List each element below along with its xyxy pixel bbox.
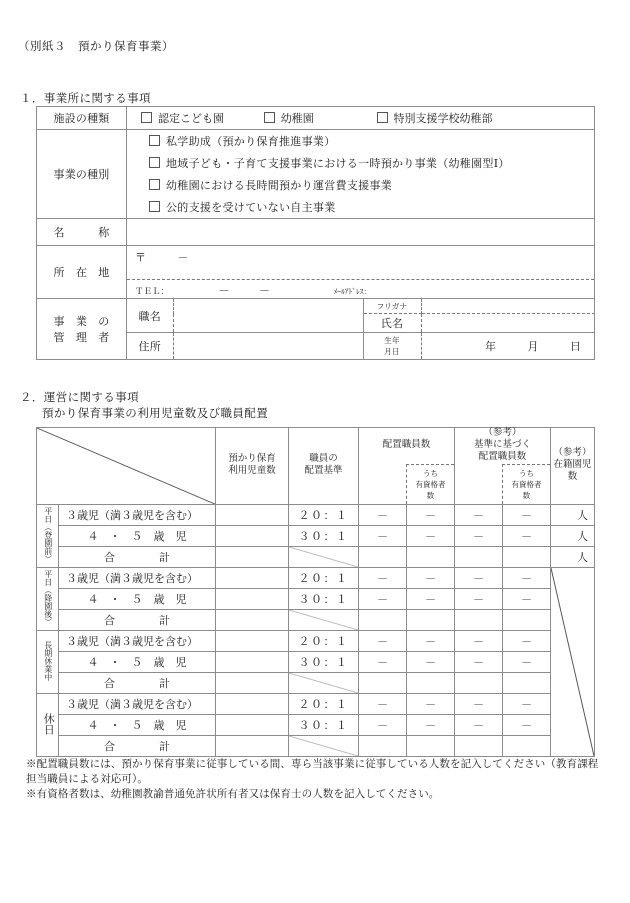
facility-type-option-0-label: 認定こども園 (158, 113, 224, 125)
assigned-staff-cell[interactable]: － (359, 715, 407, 736)
group-label-weekday-before-text: 平日（登園前） (43, 506, 53, 563)
manager-furigana-input[interactable] (421, 299, 595, 314)
ratio-cell: ３０：１ (289, 715, 359, 736)
ratio-cell: ３０：１ (289, 589, 359, 610)
assigned-staff-cell[interactable]: － (359, 526, 407, 547)
checkbox-icon[interactable] (149, 135, 160, 146)
reference-staff-cell: － (455, 715, 503, 736)
header-corner-diagonal (37, 428, 216, 505)
tel-label: ＴＥＬ： (135, 285, 170, 296)
age-label: ４ ・ ５ 歳 児 (59, 652, 216, 673)
age-label: ３歳児（満３歳児を含む） (59, 631, 216, 652)
table-row (37, 505, 595, 526)
table-row (37, 673, 595, 694)
header-reference-qualified-line2: 有資格者 (511, 479, 542, 489)
header-reference-qualified (503, 464, 551, 505)
assigned-qualified-cell[interactable] (407, 547, 455, 568)
reference-qualified-cell: － (503, 505, 551, 526)
assigned-staff-cell[interactable] (359, 673, 407, 694)
assigned-qualified-cell[interactable]: － (407, 568, 455, 589)
manager-label (37, 299, 127, 360)
ratio-cell: ２０：１ (289, 505, 359, 526)
manager-address-row (127, 333, 595, 360)
header-children-count-line1: 預かり保育 (228, 454, 276, 465)
address-field-group (127, 246, 595, 299)
header-assigned-staff-qualified-line1: うち (423, 468, 438, 478)
age-label: ３歳児（満３歳児を含む） (59, 568, 216, 589)
age-label: ４ ・ ５ 歳 児 (59, 715, 216, 736)
header-staff-standard-line2: 配置基準 (304, 466, 343, 477)
enrolled-cell[interactable]: 人 (551, 526, 595, 547)
header-staff-standard (289, 428, 359, 505)
table-row (37, 568, 595, 589)
ratio-cell: ２０：１ (289, 631, 359, 652)
ratio-cell: ３０：１ (289, 652, 359, 673)
ratio-cell-blocked (289, 547, 359, 568)
reference-staff-cell: － (455, 526, 503, 547)
business-type-option-3[interactable] (127, 196, 594, 218)
table-row-facility-type (37, 107, 595, 130)
reference-qualified-cell: － (503, 568, 551, 589)
reference-qualified-cell: － (503, 652, 551, 673)
manager-inner-table (127, 299, 595, 359)
assigned-staff-cell[interactable] (359, 736, 407, 757)
facility-type-option-0[interactable] (141, 110, 261, 126)
enrolled-cell[interactable]: 人 (551, 547, 595, 568)
children-count-cell[interactable] (216, 589, 289, 610)
table-notes (26, 757, 606, 803)
header-staff-standard-line1: 職員の (309, 454, 338, 465)
business-type-option-2-label: 幼稚園における長時間預かり運営費支援事業 (166, 180, 392, 192)
children-count-cell[interactable] (216, 526, 289, 547)
total-label: 合 計 (59, 673, 216, 694)
reference-staff-cell (455, 673, 503, 694)
assigned-qualified-cell[interactable]: － (407, 631, 455, 652)
table-row-name (37, 219, 595, 246)
table-row (37, 589, 595, 610)
business-type-option-2[interactable] (127, 174, 594, 196)
group-label-weekday-after (37, 568, 59, 631)
facility-type-option-2[interactable] (377, 110, 493, 126)
reference-qualified-cell: － (503, 694, 551, 715)
name-label: 名 称 (37, 219, 127, 246)
enrolled-cell[interactable]: 人 (551, 505, 595, 526)
checkbox-icon[interactable] (141, 112, 152, 123)
manager-birth-label-line1: 生年 (384, 336, 400, 345)
manager-name-label: 氏名 (363, 314, 421, 333)
ratio-cell-blocked (289, 673, 359, 694)
address-tel-cell[interactable] (127, 280, 594, 299)
manager-furigana-label: フリガナ (363, 299, 421, 314)
address-postal-cell[interactable] (127, 246, 594, 280)
header-assigned-staff-qualified-line3: 数 (426, 490, 435, 500)
reference-staff-cell: － (455, 694, 503, 715)
business-type-options (127, 130, 595, 219)
table-row-manager (37, 299, 595, 360)
reference-staff-cell: － (455, 568, 503, 589)
header-reference-qualified-line1: うち (519, 468, 535, 478)
reference-staff-cell: － (455, 631, 503, 652)
reference-qualified-cell (503, 547, 551, 568)
children-count-cell[interactable] (216, 652, 289, 673)
assigned-staff-cell[interactable] (359, 610, 407, 631)
children-count-cell[interactable] (216, 610, 289, 631)
children-count-cell[interactable] (216, 568, 289, 589)
postal-mark: 〒 (135, 252, 146, 264)
tel-dash-2: － (259, 284, 271, 297)
reference-staff-cell: － (455, 589, 503, 610)
manager-address-label: 住所 (127, 333, 173, 360)
facility-type-options (127, 107, 595, 130)
table-row (37, 736, 595, 757)
assigned-qualified-cell[interactable] (407, 610, 455, 631)
children-count-cell[interactable] (216, 715, 289, 736)
business-type-option-0-label: 私学助成（預かり保育推進事業） (166, 136, 336, 148)
reference-staff-cell (455, 736, 503, 757)
table-row (37, 715, 595, 736)
manager-post-input[interactable] (173, 299, 363, 333)
ratio-cell: ３０：１ (289, 526, 359, 547)
facility-type-label: 施設の種類 (37, 107, 127, 130)
birth-month-label: 月 (527, 341, 539, 353)
header-assigned-staff: 配置職員数 (359, 428, 455, 465)
reference-qualified-cell: － (503, 715, 551, 736)
table-row (37, 652, 595, 673)
business-type-label: 事業の種別 (37, 130, 127, 219)
reference-staff-cell: － (455, 652, 503, 673)
tel-dash-1: － (218, 284, 230, 297)
manager-label-line1: 事 業 の (53, 316, 110, 328)
header-enrolled-children-line1: （参考） (553, 448, 592, 459)
table-row-business-type (37, 130, 595, 219)
ratio-cell: ２０：１ (289, 694, 359, 715)
note-1: ※有資格者数は、幼稚園教諭普通免許状所有者又は保育士の人数を記入してください。 (26, 789, 440, 801)
children-count-cell[interactable] (216, 505, 289, 526)
assigned-staff-cell[interactable]: － (359, 652, 407, 673)
group-label-long-vacation (37, 631, 59, 694)
assigned-qualified-cell[interactable] (407, 736, 455, 757)
assigned-staff-cell[interactable] (359, 547, 407, 568)
age-label: ３歳児（満３歳児を含む） (59, 694, 216, 715)
business-type-option-0[interactable] (127, 130, 594, 152)
ratio-cell-blocked (289, 610, 359, 631)
assigned-qualified-cell[interactable]: － (407, 694, 455, 715)
children-count-cell[interactable] (216, 673, 289, 694)
header-assigned-staff-qualified (407, 464, 455, 505)
birth-day-label: 日 (570, 341, 581, 353)
reference-staff-cell (455, 547, 503, 568)
assigned-qualified-cell[interactable]: － (407, 526, 455, 547)
total-label: 合 計 (59, 736, 216, 757)
reference-qualified-cell: － (503, 526, 551, 547)
age-label: ４ ・ ５ 歳 児 (59, 526, 216, 547)
table-row (37, 631, 595, 652)
facility-type-option-1-label: 幼稚園 (280, 113, 314, 125)
ratio-cell-blocked (289, 736, 359, 757)
header-reference-qualified-line3: 数 (522, 490, 531, 500)
header-reference-standard (455, 428, 551, 465)
assigned-qualified-cell[interactable] (407, 673, 455, 694)
manager-label-line2: 管 理 者 (53, 332, 110, 344)
header-reference-standard-line2: 基準に基づく (474, 439, 532, 450)
checkbox-icon[interactable] (149, 201, 160, 212)
address-postal-row (127, 246, 594, 280)
group-label-weekday-after-text: 平日（降園後） (43, 569, 53, 626)
table-row (37, 694, 595, 715)
reference-staff-cell (455, 610, 503, 631)
section2-subtitle: 預かり保育事業の利用児童数及び職員配置 (42, 408, 269, 420)
table-row (37, 526, 595, 547)
children-count-cell[interactable] (216, 694, 289, 715)
manager-address-input[interactable] (173, 333, 363, 360)
total-label: 合 計 (59, 610, 216, 631)
table-row-address (37, 246, 595, 299)
header-reference-standard-line3: 配置職員数 (478, 451, 527, 462)
facility-type-option-2-label: 特別支援学校幼稚部 (393, 113, 493, 125)
table-row (37, 547, 595, 568)
reference-qualified-cell: － (503, 631, 551, 652)
facility-info-table (36, 106, 595, 360)
header-assigned-staff-spacer (359, 464, 407, 505)
assigned-qualified-cell[interactable]: － (407, 589, 455, 610)
checkbox-icon[interactable] (377, 112, 388, 123)
manager-birth-input[interactable] (421, 333, 595, 360)
mail-label: ﾒｰﾙｱﾄﾞﾚｽ： (333, 286, 372, 296)
manager-birth-label-line2: 月日 (384, 347, 400, 356)
group-label-long-vacation-text: 長期休業中 (43, 640, 53, 681)
assigned-qualified-cell[interactable]: － (407, 715, 455, 736)
reference-qualified-cell (503, 673, 551, 694)
document-header: （別紙３ 預かり保育事業） (18, 41, 174, 53)
group-label-weekday-before (37, 505, 59, 568)
reference-qualified-cell (503, 736, 551, 757)
manager-name-input[interactable] (421, 314, 595, 333)
business-type-option-1[interactable] (127, 152, 594, 174)
header-enrolled-children-line2: 在籍園児数 (553, 460, 592, 482)
children-count-cell[interactable] (216, 736, 289, 757)
business-type-option-3-label: 公的支援を受けていない自主事業 (166, 202, 336, 214)
business-type-option-1-label: 地域子ども・子育て支援事業における一時預かり事業（幼稚園型Ⅰ） (166, 158, 510, 170)
address-inner-table (127, 246, 594, 298)
manager-post-furigana-row (127, 299, 595, 314)
reference-qualified-cell: － (503, 589, 551, 610)
total-label: 合 計 (59, 547, 216, 568)
header-reference-standard-line1: （参考） (483, 428, 522, 438)
postal-dash: － (177, 252, 189, 264)
manager-post-label: 職名 (127, 299, 173, 333)
birth-year-label: 年 (485, 341, 496, 353)
note-0: ※配置職員数には、預かり保育事業に従事している間、専ら当該事業に従事している人数を記入してください（教育課程担当職員による対応可）。 (26, 759, 599, 786)
manager-field-group (127, 299, 595, 360)
reference-staff-cell: － (455, 505, 503, 526)
enrolled-cell-blocked (551, 568, 595, 757)
reference-qualified-cell (503, 610, 551, 631)
assigned-staff-cell[interactable]: － (359, 589, 407, 610)
table-row (37, 610, 595, 631)
checkbox-icon[interactable] (149, 157, 160, 168)
assigned-qualified-cell[interactable]: － (407, 652, 455, 673)
children-count-cell[interactable] (216, 547, 289, 568)
group-label-holiday (37, 694, 59, 757)
facility-type-option-1[interactable] (264, 110, 374, 126)
checkbox-icon[interactable] (149, 179, 160, 190)
table-header-row-1 (37, 428, 595, 465)
age-label: ３歳児（満３歳児を含む） (59, 505, 216, 526)
group-label-holiday-text: 休日 (42, 712, 55, 735)
assigned-qualified-cell[interactable]: － (407, 505, 455, 526)
operations-table (36, 427, 595, 757)
checkbox-icon[interactable] (264, 112, 275, 123)
section1-title: １．事業所に関する事項 (20, 93, 151, 105)
name-field[interactable] (127, 219, 595, 246)
address-tel-row (127, 280, 594, 299)
address-label: 所 在 地 (37, 246, 127, 299)
header-children-count (216, 428, 289, 505)
manager-birth-label (363, 333, 421, 360)
header-enrolled-children (551, 428, 595, 505)
assigned-staff-cell[interactable]: － (359, 631, 407, 652)
ratio-cell: ２０：１ (289, 568, 359, 589)
header-children-count-line2: 利用児童数 (228, 466, 276, 477)
section2-title: ２．運営に関する事項 (20, 392, 139, 404)
header-assigned-staff-qualified-line2: 有資格者 (415, 479, 446, 489)
age-label: ４ ・ ５ 歳 児 (59, 589, 216, 610)
assigned-staff-cell[interactable]: － (359, 694, 407, 715)
header-reference-standard-spacer (455, 464, 503, 505)
children-count-cell[interactable] (216, 631, 289, 652)
assigned-staff-cell[interactable]: － (359, 568, 407, 589)
assigned-staff-cell[interactable]: － (359, 505, 407, 526)
